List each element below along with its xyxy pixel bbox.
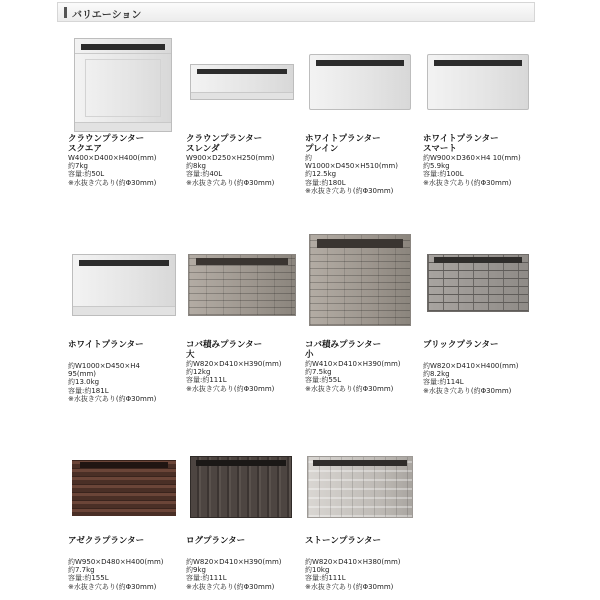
product-image[interactable] <box>68 446 186 536</box>
product-card-koba-large[interactable] <box>186 232 304 393</box>
product-specs: 約W950×D480×H400(mm) 約7.7kg 容量:約155L ※水抜き穴あり(約Φ30mm) <box>68 558 164 591</box>
product-name: コバ積みプランター 大 <box>186 340 263 360</box>
planter-illustration <box>427 54 529 110</box>
product-card-crown-slender[interactable] <box>186 34 304 187</box>
product-specs: 約W820×D410×H390(mm) 約12kg 容量:約111L ※水抜き穴あり(約Φ30mm) <box>186 360 282 393</box>
planter-illustration <box>72 254 176 316</box>
product-card-koba-small[interactable] <box>305 232 423 393</box>
product-image[interactable] <box>423 232 541 328</box>
product-specs: 約W410×D410×H390(mm) 約7.5kg 容量:約55L ※水抜き穴あり(約Φ30mm) <box>305 360 401 393</box>
planter-illustration <box>190 456 292 518</box>
product-image[interactable] <box>186 34 304 130</box>
product-card-brick[interactable] <box>423 232 541 395</box>
product-name: クラウンプランター スクエア <box>68 134 145 154</box>
product-card-white-plain[interactable] <box>305 34 423 195</box>
product-specs: 約W900×D360×H4 10(mm) 約5.9kg 容量:約100L ※水抜き穴あり(約Φ30mm) <box>423 154 521 187</box>
planter-illustration <box>190 64 294 100</box>
product-name: ホワイトプランター スマート <box>423 134 499 154</box>
product-name: ログプランター <box>186 536 246 546</box>
product-image[interactable] <box>68 34 186 130</box>
product-specs: 約W1000×D450×H4 95(mm) 約13.0kg 容量:約181L ※水抜き穴あり(約Φ30mm) <box>68 362 157 403</box>
product-image[interactable] <box>186 446 304 536</box>
product-specs: 約W820×D410×H400(mm) 約8.2kg 容量:約114L ※水抜き穴あり(約Φ30mm) <box>423 362 519 395</box>
product-specs: 約W820×D410×H380(mm) 約10kg 容量:約111L ※水抜き穴あり(約Φ30mm) <box>305 558 401 591</box>
planter-illustration <box>309 54 411 110</box>
product-name: ブリックプランター <box>423 340 499 350</box>
product-specs: W400×D400×H400(mm) 約7kg 容量:約50L ※水抜き穴あり(約Φ30mm) <box>68 154 157 187</box>
product-specs: 約 W1000×D450×H510(mm) 約12.5kg 容量:約180L ※水抜き穴あり(約Φ30mm) <box>305 154 398 195</box>
product-name: アゼクラプランター <box>68 536 145 546</box>
product-image[interactable] <box>305 232 423 328</box>
product-image[interactable] <box>305 34 423 130</box>
product-card-log[interactable] <box>186 446 304 591</box>
header-marker <box>64 7 67 18</box>
product-specs: W900×D250×H250(mm) 約8kg 容量:約40L ※水抜き穴あり(約Φ30mm) <box>186 154 275 187</box>
planter-illustration <box>74 38 172 132</box>
section-title: バリエーション <box>72 10 142 21</box>
product-card-white-smart[interactable] <box>423 34 541 187</box>
product-name: クラウンプランター スレンダ <box>186 134 263 154</box>
product-card-crown-square[interactable] <box>68 34 186 187</box>
product-image[interactable] <box>186 232 304 328</box>
product-specs: 約W820×D410×H390(mm) 約9kg 容量:約111L ※水抜き穴あり(約Φ30mm) <box>186 558 282 591</box>
product-image[interactable] <box>305 446 423 536</box>
product-name: ホワイトプランター <box>68 340 144 350</box>
product-image[interactable] <box>423 34 541 130</box>
product-name: ストーンプランター <box>305 536 381 546</box>
product-card-stone[interactable] <box>305 446 423 591</box>
planter-illustration <box>309 234 411 326</box>
planter-illustration <box>188 254 296 316</box>
product-image[interactable] <box>68 232 186 328</box>
product-card-white[interactable] <box>68 232 186 403</box>
product-name: ホワイトプランター プレイン <box>305 134 381 154</box>
planter-illustration <box>72 460 176 516</box>
planter-illustration <box>307 456 413 518</box>
product-card-azekura[interactable] <box>68 446 186 591</box>
section-header <box>57 2 535 22</box>
planter-illustration <box>427 254 529 312</box>
product-name: コバ積みプランター 小 <box>305 340 382 360</box>
